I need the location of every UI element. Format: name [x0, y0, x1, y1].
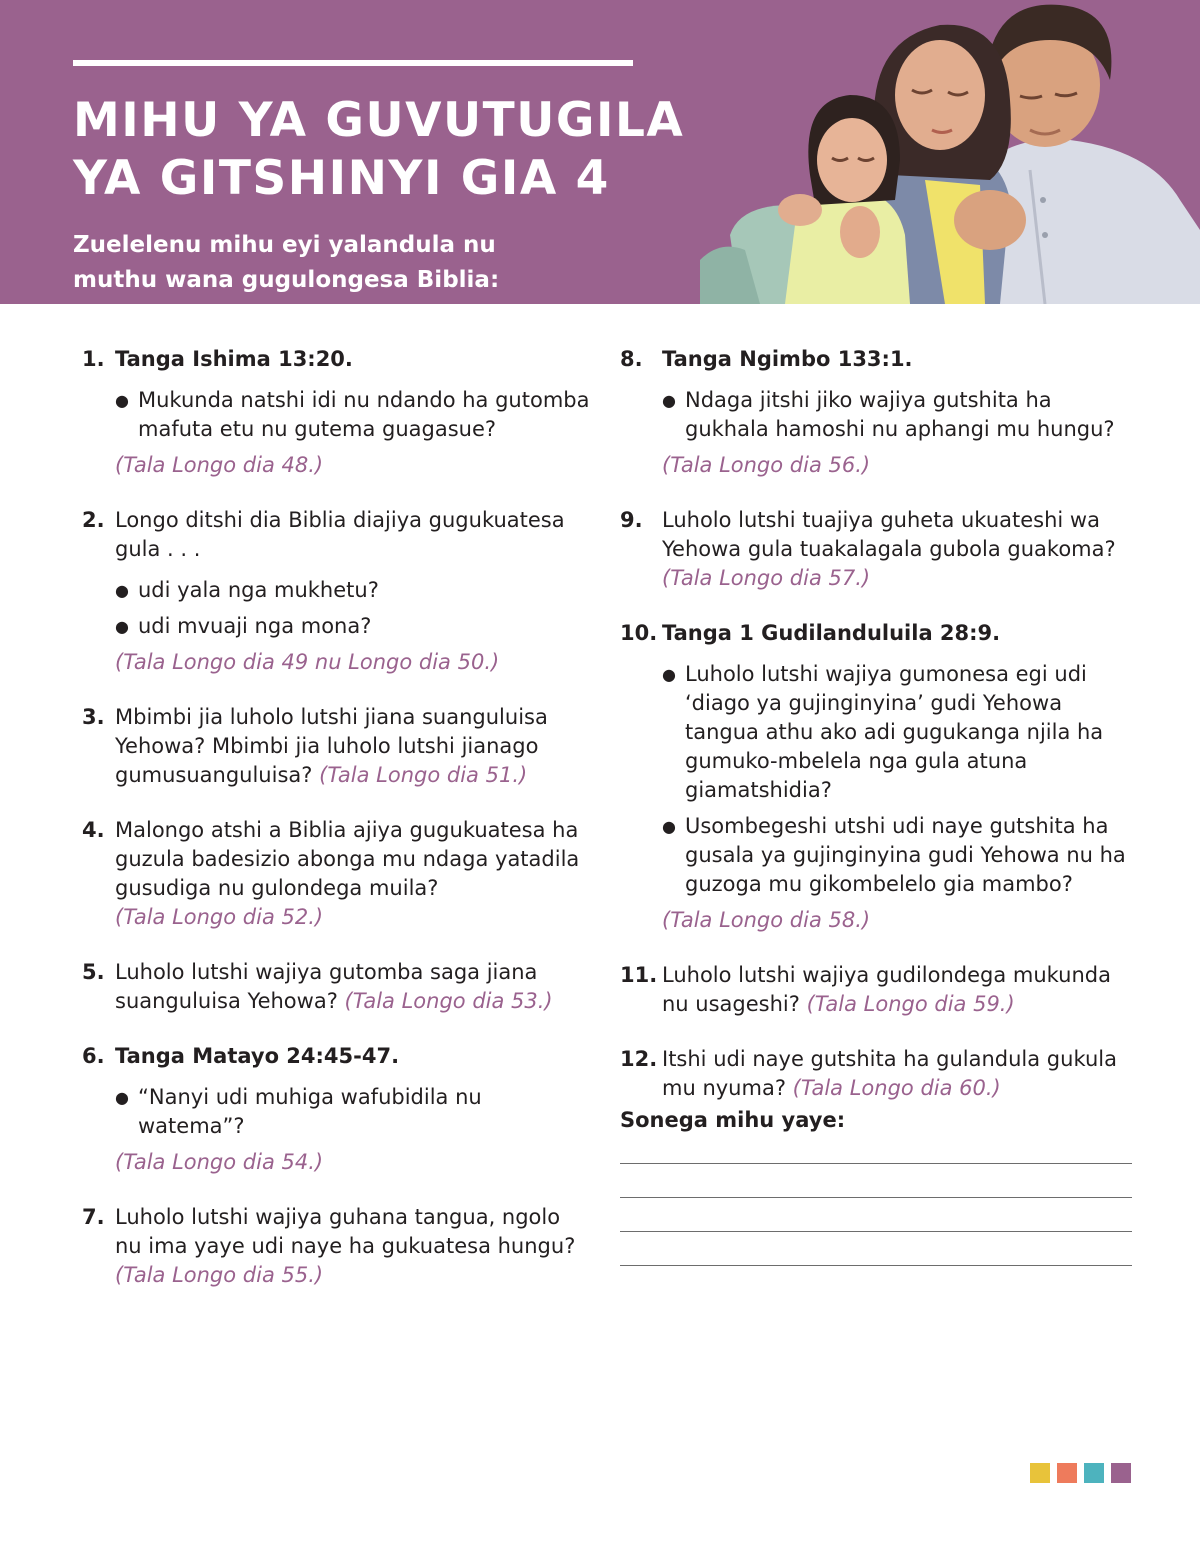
question-text: Luholo lutshi wajiya gudilondega mukunda nu usageshi? (Tala Longo dia 59.) — [662, 963, 1111, 1016]
question-title: Tanga 1 Gudilanduluila 28:9. — [662, 621, 1001, 645]
question-number: 11. — [620, 963, 658, 987]
subtitle-line-2: muthu wana gugulongesa Biblia: — [73, 267, 500, 293]
bullet-dot-icon: ● — [662, 665, 676, 684]
question-text: Mbimbi jia luholo lutshi jiana suanguluisa Yehowa? Mbimbi jia luholo lutshi jianago gumusuanguluisa? (Tala Longo dia 51.) — [115, 705, 548, 787]
reference-link[interactable]: Tala Longo dia 54. — [123, 1150, 315, 1174]
reference: (Tala Longo dia 49 nu Longo dia 50.) — [115, 650, 500, 674]
question-9 — [620, 506, 1140, 593]
reference-link[interactable]: Tala Longo dia 48. — [123, 453, 315, 477]
title-line-1: MIHU YA GUVUTUGILA — [73, 93, 685, 148]
reference-link[interactable]: Tala Longo dia 52. — [123, 905, 315, 929]
question-number: 4. — [82, 818, 105, 842]
header-rule — [73, 60, 633, 66]
question-text: Luholo lutshi wajiya guhana tangua, ngolo nu ima yaye udi naye ha gukuatesa hungu? (Tala Longo dia 55.) — [115, 1205, 576, 1287]
bullet-item: ● udi yala nga mukhetu? — [115, 576, 592, 605]
question-number: 6. — [82, 1044, 105, 1068]
note-writing-line[interactable] — [620, 1163, 1132, 1164]
question-10 — [620, 619, 1140, 935]
question-1 — [82, 345, 592, 480]
reference: (Tala Longo dia 48.) — [115, 453, 324, 477]
bullet-dot-icon: ● — [662, 391, 676, 410]
question-8 — [620, 345, 1140, 480]
question-number: 7. — [82, 1205, 105, 1229]
reference-link[interactable]: Tala Longo dia 53. — [352, 989, 545, 1013]
reference: (Tala Longo dia 56.) — [662, 453, 871, 477]
reference-link[interactable]: Tala Longo dia 49 nu Longo dia 50. — [123, 650, 492, 674]
swatch-yellow — [1030, 1463, 1050, 1483]
bullet-item: ● Usombegeshi utshi udi naye gutshita ha gusala ya gujinginyina gudi Yehowa nu ha guzoga mu gikombelelo gia mambo? — [662, 812, 1140, 899]
bullet-item: ● Ndaga jitshi jiko wajiya gutshita ha gukhala hamoshi nu aphangi mu hungu? — [662, 386, 1140, 444]
page-subtitle — [73, 228, 499, 298]
question-text: Itshi udi naye gutshita ha gulandula gukula mu nyuma? (Tala Longo dia 60.) — [662, 1047, 1117, 1100]
bullet-item: ● “Nanyi udi muhiga wafubidila nu watema”? — [115, 1083, 592, 1141]
reference-link[interactable]: Tala Longo dia 58. — [670, 908, 862, 932]
notes-label: Sonega mihu yaye: — [620, 1108, 846, 1132]
question-6 — [82, 1042, 592, 1177]
question-7 — [82, 1203, 592, 1290]
bullet-dot-icon: ● — [115, 1088, 129, 1107]
bullet-item: ● Mukunda natshi idi nu ndando ha gutomba mafuta etu nu gutema guagasue? — [115, 386, 592, 444]
subtitle-line-1: Zuelelenu mihu eyi yalandula nu — [73, 232, 496, 258]
bullet-item: ● Luholo lutshi wajiya gumonesa egi udi ‘diago ya gujinginyina’ gudi Yehowa tangua athu ako adi gugukanga njila ha gumuko-mbelela nga gula atuna giamatshidia? — [662, 660, 1140, 805]
question-2 — [82, 506, 592, 677]
question-text: Longo ditshi dia Biblia diajiya gugukuatesa gula . . . — [115, 508, 565, 561]
reference-link[interactable]: Tala Longo dia 51. — [327, 763, 519, 787]
question-text: Luholo lutshi wajiya gutomba saga jiana suanguluisa Yehowa? (Tala Longo dia 53.) — [115, 960, 553, 1013]
reference: (Tala Longo dia 54.) — [115, 1150, 324, 1174]
question-number: 9. — [620, 508, 643, 532]
question-number: 1. — [82, 347, 105, 371]
question-text: Luholo lutshi tuajiya guheta ukuateshi wa Yehowa gula tuakalagala gubola guakoma? (Tala Longo dia 57.) — [662, 508, 1116, 590]
note-writing-line[interactable] — [620, 1265, 1132, 1266]
family-praying-illustration — [700, 0, 1200, 304]
question-title: Tanga Ishima 13:20. — [115, 347, 353, 371]
reference-link[interactable]: Tala Longo dia 56. — [670, 453, 862, 477]
header-banner — [0, 0, 1200, 304]
question-3 — [82, 703, 592, 790]
page-title — [73, 92, 684, 208]
question-4 — [82, 816, 592, 932]
title-line-2: YA GITSHINYI GIA 4 — [73, 151, 610, 206]
color-swatches — [1030, 1463, 1131, 1483]
question-number: 8. — [620, 347, 643, 371]
questions-right-column — [620, 345, 1140, 1129]
reference: (Tala Longo dia 58.) — [662, 908, 871, 932]
question-text: Malongo atshi a Biblia ajiya gugukuatesa ha guzula badesizio abonga mu ndaga yatadila gusudiga nu gulondega muila? (Tala Longo dia 52.) — [115, 818, 580, 929]
swatch-coral — [1057, 1463, 1077, 1483]
question-5 — [82, 958, 592, 1016]
question-11 — [620, 961, 1140, 1019]
question-number: 12. — [620, 1047, 658, 1071]
question-number: 10. — [620, 621, 658, 645]
question-12 — [620, 1045, 1140, 1103]
swatch-teal — [1084, 1463, 1104, 1483]
reference-link[interactable]: Tala Longo dia 60. — [800, 1076, 993, 1100]
bullet-dot-icon: ● — [662, 817, 676, 836]
question-title: Tanga Ngimbo 133:1. — [662, 347, 913, 371]
question-title: Tanga Matayo 24:45-47. — [115, 1044, 400, 1068]
bullet-dot-icon: ● — [115, 391, 129, 410]
bullet-dot-icon: ● — [115, 581, 129, 600]
note-writing-line[interactable] — [620, 1197, 1132, 1198]
question-number: 3. — [82, 705, 105, 729]
bullet-item: ● udi mvuaji nga mona? — [115, 612, 592, 641]
swatch-purple — [1111, 1463, 1131, 1483]
reference-link[interactable]: Tala Longo dia 59. — [814, 992, 1007, 1016]
questions-left-column — [82, 345, 592, 1316]
question-number: 2. — [82, 508, 105, 532]
note-writing-line[interactable] — [620, 1231, 1132, 1232]
bullet-dot-icon: ● — [115, 617, 129, 636]
question-number: 5. — [82, 960, 105, 984]
reference-link[interactable]: Tala Longo dia 55. — [123, 1263, 315, 1287]
reference-link[interactable]: Tala Longo dia 57. — [670, 566, 862, 590]
